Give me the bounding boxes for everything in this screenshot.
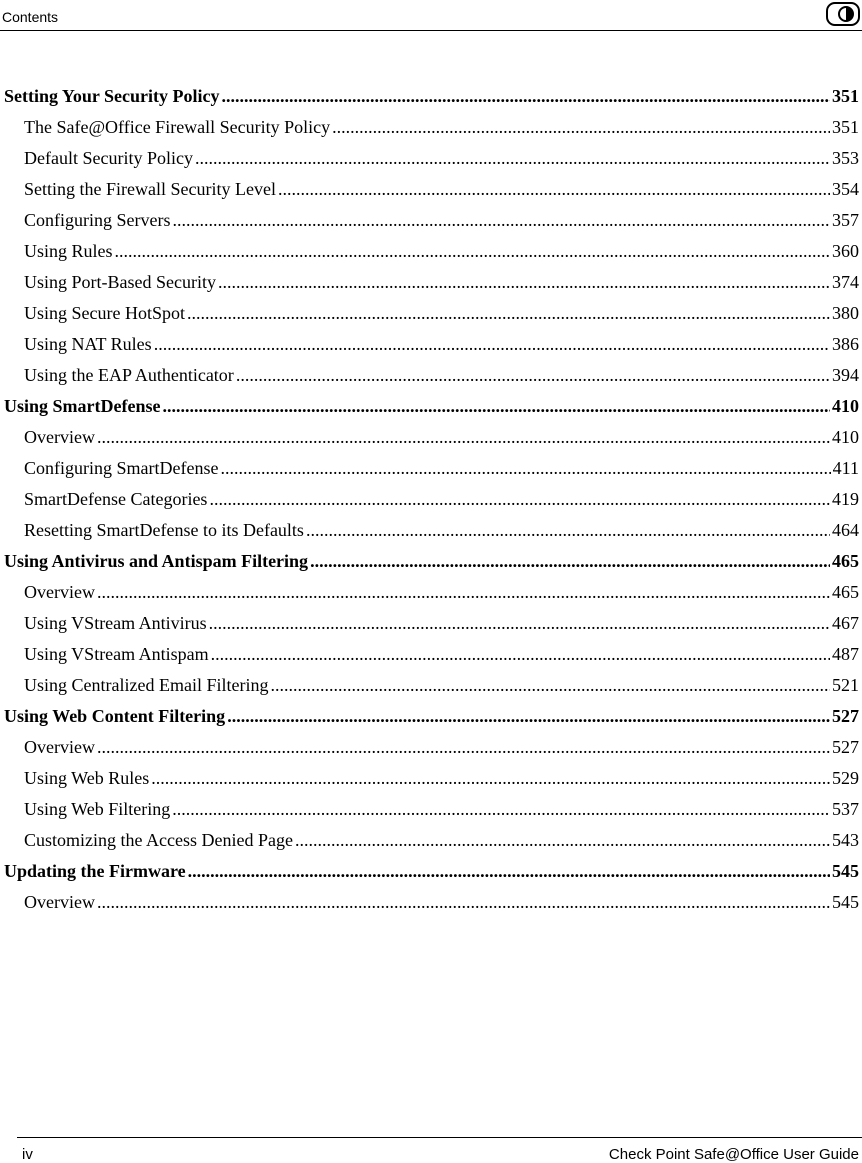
toc-dot-leader <box>115 240 830 262</box>
toc-entry-title[interactable]: Using the EAP Authenticator <box>24 365 234 385</box>
toc-entry-title[interactable]: Using Web Filtering <box>24 799 171 819</box>
toc-section-entry[interactable] <box>0 173 862 204</box>
footer-page-number: iv <box>22 1146 33 1163</box>
toc-entry-title[interactable]: Overview <box>24 582 95 602</box>
table-of-contents <box>0 80 862 917</box>
toc-dot-leader <box>209 488 830 510</box>
toc-entry-page[interactable]: 410 <box>832 427 859 447</box>
toc-entry-title[interactable]: Overview <box>24 737 95 757</box>
toc-entry-title[interactable]: SmartDefense Categories <box>24 489 208 509</box>
toc-dot-leader <box>278 178 830 200</box>
toc-dot-leader <box>187 302 830 324</box>
toc-entry-page[interactable]: 357 <box>832 210 859 230</box>
toc-section-entry[interactable] <box>0 266 862 297</box>
toc-dot-leader <box>188 860 830 882</box>
toc-entry-page[interactable]: 467 <box>832 613 859 633</box>
toc-dot-leader <box>270 674 830 696</box>
toc-entry-title[interactable]: Using NAT Rules <box>24 334 152 354</box>
toc-entry-page[interactable]: 545 <box>832 892 859 912</box>
toc-entry-page[interactable]: 351 <box>832 86 859 106</box>
toc-entry-title[interactable]: Using Secure HotSpot <box>24 303 185 323</box>
toc-entry-title[interactable]: Overview <box>24 427 95 447</box>
toc-dot-leader <box>97 426 830 448</box>
toc-dot-leader <box>211 643 830 665</box>
toc-entry-title[interactable]: Updating the Firmware <box>4 861 186 881</box>
toc-entry-title[interactable]: Using Rules <box>24 241 113 261</box>
toc-entry-title[interactable]: Using VStream Antispam <box>24 644 209 664</box>
toc-entry-page[interactable]: 353 <box>832 148 859 168</box>
toc-entry-page[interactable]: 410 <box>832 396 859 416</box>
toc-entry-page[interactable]: 465 <box>832 582 859 602</box>
toc-section-entry[interactable] <box>0 483 862 514</box>
toc-dot-leader <box>172 209 830 231</box>
toc-chapter-entry[interactable] <box>0 700 862 731</box>
toc-section-entry[interactable] <box>0 359 862 390</box>
toc-entry-page[interactable]: 529 <box>832 768 859 788</box>
toc-entry-title[interactable]: Resetting SmartDefense to its Defaults <box>24 520 304 540</box>
toc-entry-page[interactable]: 527 <box>832 706 859 726</box>
toc-dot-leader <box>310 550 830 572</box>
toc-dot-leader <box>195 147 830 169</box>
toc-entry-title[interactable]: Setting Your Security Policy <box>4 86 220 106</box>
page-header <box>0 0 862 31</box>
toc-section-entry[interactable] <box>0 421 862 452</box>
toc-dot-leader <box>295 829 830 851</box>
toc-dot-leader <box>306 519 830 541</box>
toc-entry-title[interactable]: The Safe@Office Firewall Security Policy <box>24 117 331 137</box>
toc-entry-title[interactable]: Customizing the Access Denied Page <box>24 830 293 850</box>
toc-section-entry[interactable] <box>0 824 862 855</box>
toc-section-entry[interactable] <box>0 762 862 793</box>
toc-section-entry[interactable] <box>0 111 862 142</box>
toc-section-entry[interactable] <box>0 886 862 917</box>
toc-entry-title[interactable]: Using SmartDefense <box>4 396 161 416</box>
toc-dot-leader <box>218 271 830 293</box>
toc-section-entry[interactable] <box>0 514 862 545</box>
toc-entry-title[interactable]: Using Antivirus and Antispam Filtering <box>4 551 309 571</box>
toc-dot-leader <box>227 705 830 727</box>
toc-dot-leader <box>221 85 830 107</box>
toc-section-entry[interactable] <box>0 669 862 700</box>
toc-entry-page[interactable]: 394 <box>832 365 859 385</box>
toc-dot-leader <box>97 891 830 913</box>
toc-entry-page[interactable]: 354 <box>832 179 859 199</box>
toc-entry-page[interactable]: 380 <box>832 303 859 323</box>
toc-entry-page[interactable]: 411 <box>832 458 859 478</box>
toc-dot-leader <box>220 457 830 479</box>
toc-section-entry[interactable] <box>0 328 862 359</box>
toc-entry-title[interactable]: Using VStream Antivirus <box>24 613 207 633</box>
checkpoint-logo-icon <box>826 1 860 27</box>
toc-entry-title[interactable]: Using Port-Based Security <box>24 272 216 292</box>
toc-entry-title[interactable]: Using Web Content Filtering <box>4 706 226 726</box>
toc-section-entry[interactable] <box>0 235 862 266</box>
toc-entry-page[interactable]: 465 <box>832 551 859 571</box>
toc-entry-page[interactable]: 487 <box>832 644 859 664</box>
toc-entry-title[interactable]: Setting the Firewall Security Level <box>24 179 276 199</box>
toc-entry-title[interactable]: Configuring Servers <box>24 210 171 230</box>
toc-dot-leader <box>154 333 830 355</box>
toc-dot-leader <box>172 798 830 820</box>
toc-section-entry[interactable] <box>0 297 862 328</box>
toc-entry-title[interactable]: Default Security Policy <box>24 148 193 168</box>
header-title: Contents <box>2 9 59 25</box>
toc-dot-leader <box>97 581 830 603</box>
toc-dot-leader <box>97 736 830 758</box>
toc-entry-page[interactable]: 527 <box>832 737 859 757</box>
toc-section-entry[interactable] <box>0 142 862 173</box>
toc-entry-page[interactable]: 537 <box>832 799 859 819</box>
toc-entry-page[interactable]: 386 <box>832 334 859 354</box>
toc-dot-leader <box>209 612 830 634</box>
toc-chapter-entry[interactable] <box>0 545 862 576</box>
toc-dot-leader <box>151 767 830 789</box>
toc-section-entry[interactable] <box>0 638 862 669</box>
toc-entry-page[interactable]: 351 <box>832 117 859 137</box>
toc-entry-page[interactable]: 374 <box>832 272 859 292</box>
toc-section-entry[interactable] <box>0 731 862 762</box>
toc-section-entry[interactable] <box>0 576 862 607</box>
toc-chapter-entry[interactable] <box>0 855 862 886</box>
toc-entry-title[interactable]: Configuring SmartDefense <box>24 458 219 478</box>
toc-section-entry[interactable] <box>0 793 862 824</box>
toc-dot-leader <box>236 364 830 386</box>
toc-entry-page[interactable]: 521 <box>832 675 859 695</box>
toc-section-entry[interactable] <box>0 204 862 235</box>
toc-entry-page[interactable]: 543 <box>832 830 859 850</box>
toc-entry-page[interactable]: 419 <box>832 489 859 509</box>
toc-entry-title[interactable]: Using Web Rules <box>24 768 150 788</box>
toc-entry-title[interactable]: Overview <box>24 892 95 912</box>
toc-entry-page[interactable]: 360 <box>832 241 859 261</box>
footer-divider <box>17 1137 862 1138</box>
toc-chapter-entry[interactable] <box>0 390 862 421</box>
toc-entry-page[interactable]: 545 <box>832 861 859 881</box>
footer-guide-title: Check Point Safe@Office User Guide <box>608 1146 859 1163</box>
toc-entry-page[interactable]: 464 <box>832 520 859 540</box>
toc-dot-leader <box>332 116 830 138</box>
toc-section-entry[interactable] <box>0 452 862 483</box>
toc-chapter-entry[interactable] <box>0 80 862 111</box>
toc-section-entry[interactable] <box>0 607 862 638</box>
toc-dot-leader <box>162 395 830 417</box>
toc-entry-title[interactable]: Using Centralized Email Filtering <box>24 675 269 695</box>
